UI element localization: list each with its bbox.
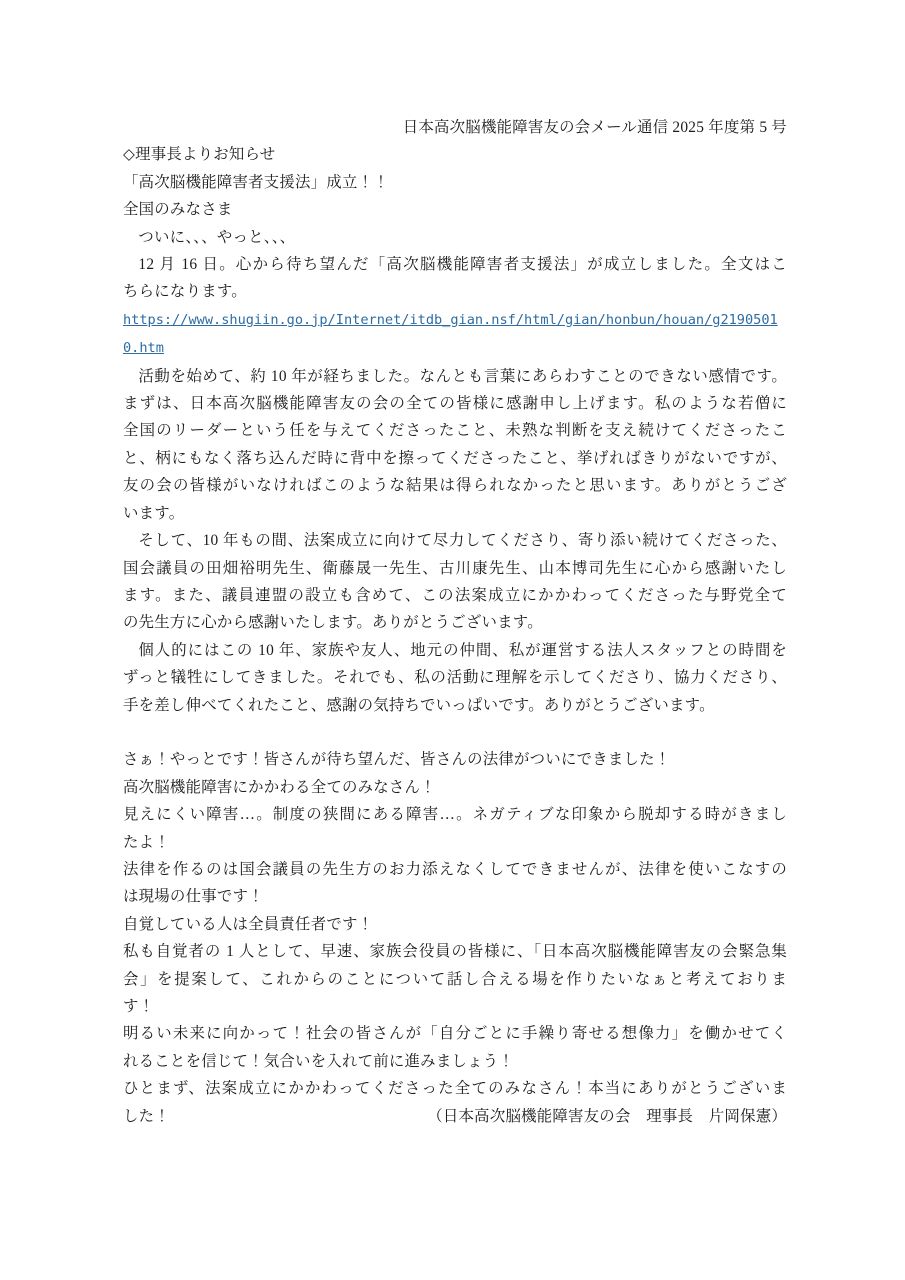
text-line: 活動を始めて、約 10 年が経ちました。なんとも言葉にあらわすことのできない感情です。	[138, 367, 787, 385]
newsletter-title: 日本高次脳機能障害友の会メール通信 2025 年度第 5 号	[402, 119, 787, 136]
url-link-line	[123, 334, 787, 362]
text-line: たよ！	[123, 833, 170, 851]
text-line: 国会議員の田畑裕明先生、衛藤晟一先生、古川康先生、山本博司先生に心から感謝いたし	[123, 559, 787, 577]
text-line: す！	[123, 997, 155, 1015]
text-line: 個人的にはこの 10 年、家族や友人、地元の仲間、私が運営する法人スタッフとの時間を	[138, 641, 787, 659]
text-line: ずっと犠牲にしてきました。それでも、私の活動に理解を示してくださり、協力くださり、	[123, 669, 787, 687]
blank-line	[123, 719, 787, 746]
text-line: 自覚している人は全員責任者です！	[123, 915, 374, 933]
text-line: 会」を提案して、これからのことについて話し合える場を作りたいなぁと考えておりま	[123, 970, 787, 988]
text-line: ついに、、、やっと、、、	[138, 228, 296, 246]
text-line: ひとまず、法案成立にかかわってくださった全てのみなさん！本当にありがとうございま	[123, 1080, 787, 1098]
text-line: ます。また、議員連盟の設立も含めて、この法案成立にかかわってくださった与野党全て	[123, 586, 787, 604]
text-line: 全国のリーダーという任を与えてくださったこと、未熟な判断を支え続けてくださったこ	[123, 422, 787, 440]
url-link[interactable]: 0.htm	[123, 340, 164, 357]
text-line: は現場の仕事です！	[123, 888, 264, 906]
text-line: 高次脳機能障害にかかわる全てのみなさん！	[123, 778, 436, 796]
text-line: 手を差し伸べてくれたこと、感謝の気持ちでいっぱいです。ありがとうございます。	[123, 696, 715, 714]
signature-left-text: した！	[123, 1107, 170, 1125]
url-link-line	[123, 306, 787, 334]
text-line: 明るい未来に向かって！社会の皆さんが「自分ごとに手繰り寄せる想像力」を働かせてく	[123, 1025, 787, 1043]
text-line: そして、10 年もの間、法案成立に向けて尽力してくださり、寄り添い続けてくださった、	[138, 532, 787, 550]
text-line: さぁ！やっとです！皆さんが待ち望んだ、皆さんの法律がついにできました！	[123, 751, 671, 769]
text-line: 全国のみなさま	[123, 201, 233, 219]
announcement-heading: ◇理事長よりお知らせ	[123, 146, 276, 164]
text-line: まずは、日本高次脳機能障害友の会の全ての皆様に感謝申し上げます。私のような若僧に	[123, 395, 787, 413]
text-line	[123, 1103, 787, 1130]
text-line: と、柄にもなく落ち込んだ時に背中を擦ってくださったこと、挙げればきりがないですが、	[123, 449, 787, 467]
text-line: 見えにくい障害…。制度の狭間にある障害…。ネガティブな印象から脱却する時がきまし	[123, 806, 787, 824]
text-line: れることを信じて！気合いを入れて前に進みましょう！	[123, 1052, 515, 1070]
text-line: います。	[123, 504, 185, 522]
text-line: 法律を作るのは国会議員の先生方のお力添えなくしてできませんが、法律を使いこなすの	[123, 860, 787, 878]
signature-chairman: （日本高次脳機能障害友の会 理事長 片岡保憲）	[427, 1107, 787, 1125]
text-line: 友の会の皆様がいなければこのような結果は得られなかったと思います。ありがとうござ	[123, 477, 787, 495]
law-passed-heading: 「高次脳機能障害者支援法」成立！！	[123, 173, 389, 191]
text-line: ちらになります。	[123, 283, 247, 301]
text-line: の先生方に心から感謝いたします。ありがとうございます。	[123, 614, 543, 632]
document-body	[123, 114, 787, 1130]
url-link[interactable]: https://www.shugiin.go.jp/Internet/itdb_gian.nsf/html/gian/honbun/houan/g2190501	[123, 311, 778, 328]
text-line: 12 月 16 日。心から待ち望んだ「高次脳機能障害者支援法」が成立しました。全文はこ	[138, 256, 787, 274]
text-line: 私も自覚者の 1 人として、早速、家族会役員の皆様に、「日本高次脳機能障害友の会緊急集	[123, 943, 787, 961]
